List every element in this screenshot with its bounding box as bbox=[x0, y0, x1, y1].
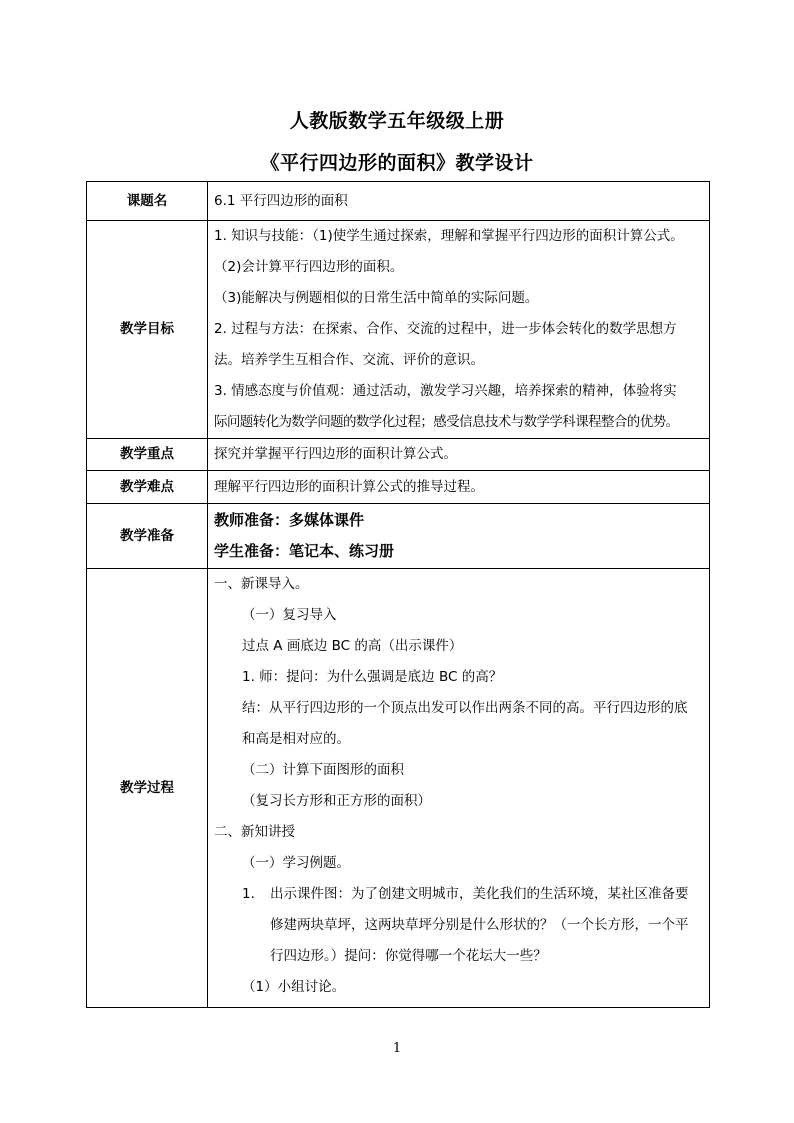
preparation-content bbox=[208, 504, 710, 569]
subsection-heading: （二）计算下面图形的面积 bbox=[242, 762, 404, 778]
item-continuation: 修建两块草坪，这两块草坪分别是什么形状的？（一个长方形，一个平 bbox=[270, 917, 689, 933]
page-number: 1 bbox=[392, 1041, 402, 1056]
goal-line: （3)能解决与例题相似的日常生活中简单的实际问题。 bbox=[214, 290, 539, 306]
goals-content bbox=[208, 221, 710, 439]
goal-line: 际问题转化为数学问题的数学化过程；感受信息技术与数学学科课程整合的优势。 bbox=[214, 414, 679, 430]
item-number: 1. bbox=[242, 886, 255, 902]
goal-line: 法。培养学生互相合作、交流、评价的意识。 bbox=[214, 352, 484, 368]
preparation-label: 教学准备 bbox=[87, 504, 208, 569]
process-line: （1）小组讨论。 bbox=[242, 979, 346, 995]
document-subtitle: 《平行四边形的面积》教学设计 bbox=[260, 152, 534, 174]
document-title: 人教版数学五年级级上册 bbox=[289, 110, 505, 132]
numbered-item bbox=[214, 879, 703, 910]
topic-value: 6.1 平行四边形的面积 bbox=[208, 182, 710, 221]
difficulty-value: 理解平行四边形的面积计算公式的推导过程。 bbox=[208, 471, 710, 504]
lesson-plan-table bbox=[86, 181, 710, 1008]
process-line: 结：从平行四边形的一个顶点出发可以作出两条不同的高。平行四边形的底 bbox=[242, 700, 688, 716]
table-row-key-point bbox=[87, 439, 710, 471]
item-continuation: 行四边形。）提问：你觉得哪一个花坛大一些？ bbox=[270, 948, 547, 964]
goal-line: 3. 情感态度与价值观：通过活动，激发学习兴趣，培养探索的精神，体验将实 bbox=[214, 383, 677, 399]
subsection-heading: （一）学习例题。 bbox=[242, 855, 350, 871]
process-label: 教学过程 bbox=[87, 569, 208, 1008]
process-content bbox=[208, 569, 710, 1008]
process-line: 过点 A 画底边 BC 的高（出示课件） bbox=[242, 638, 463, 654]
key-point-value: 探究并掌握平行四边形的面积计算公式。 bbox=[208, 439, 710, 471]
table-row-topic bbox=[87, 182, 710, 221]
key-point-label: 教学重点 bbox=[87, 439, 208, 471]
table-row-goals bbox=[87, 221, 710, 439]
table-row-preparation bbox=[87, 504, 710, 569]
item-text: 出示课件图：为了创建文明城市，美化我们的生活环境，某社区准备要 bbox=[270, 886, 689, 902]
subsection-heading: （一）复习导入 bbox=[242, 607, 337, 623]
student-preparation: 学生准备：笔记本、练习册 bbox=[214, 542, 395, 560]
process-line: 1. 师：提问：为什么强调是底边 BC 的高？ bbox=[242, 669, 503, 685]
goal-line: 2. 过程与方法：在探索、合作、交流的过程中，进一步体会转化的数学思想方 bbox=[214, 321, 677, 337]
table-row-process bbox=[87, 569, 710, 1008]
goal-line: 1. 知识与技能：（1)使学生通过探索，理解和掌握平行四边形的面积计算公式。 bbox=[214, 228, 684, 244]
process-line: （复习长方形和正方形的面积） bbox=[242, 793, 431, 809]
section-heading: 二、新知讲授 bbox=[214, 824, 295, 840]
goals-label: 教学目标 bbox=[87, 221, 208, 439]
process-line: 和高是相对应的。 bbox=[242, 731, 350, 747]
topic-label: 课题名 bbox=[87, 182, 208, 221]
difficulty-label: 教学难点 bbox=[87, 471, 208, 504]
teacher-preparation: 教师准备：多媒体课件 bbox=[214, 511, 365, 529]
section-heading: 一、新课导入。 bbox=[214, 576, 309, 592]
goal-line: （2)会计算平行四边形的面积。 bbox=[214, 259, 404, 275]
table-row-difficulty bbox=[87, 471, 710, 504]
